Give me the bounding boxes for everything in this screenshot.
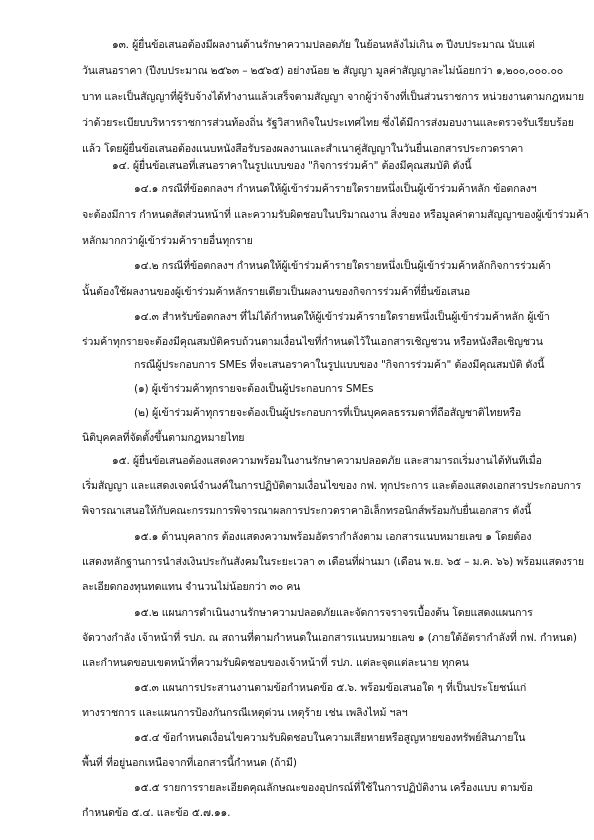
clause-15-2-line-3: และกำหนดขอบเขตหน้าที่ความรับผิดชอบของเจ้าหน้าที่ รปภ. แต่ละจุดแต่ละนาย ทุกคน xyxy=(82,657,469,669)
clause-15-line-1: ๑๕. ผู้ยื่นข้อเสนอต้องแสดงความพร้อมในงานรักษาความปลอดภัย และสามารถเริ่มงานได้ทันทีเมื่อ xyxy=(112,455,542,467)
clause-13-line-3: บาท และเป็นสัญญาที่ผู้รับจ้างได้ทำงานแล้วเสร็จตามสัญญา จากผู้ว่าจ้างที่เป็นส่วนราชการ หน่วยงานตามกฎหมาย xyxy=(82,91,584,103)
clause-15-2-line-1: ๑๕.๒ แผนการดำเนินงานรักษาความปลอดภัยและจัดการจราจรเบื้องต้น โดยแสดงแผนการ xyxy=(134,607,533,619)
clause-14-1-line-3: หลักมากกว่าผู้เข้าร่วมค้ารายอื่นทุกราย xyxy=(82,235,253,247)
clause-15-1-line-3: ละเอียดกองทุนทดแทน จำนวนไม่น้อยกว่า ๓๐ คน xyxy=(82,581,301,593)
clause-15-4-line-1: ๑๕.๔ ข้อกำหนดเงื่อนไขความรับผิดชอบในความเสียหายหรือสูญหายของทรัพย์สินภายใน xyxy=(134,732,526,744)
clause-13-line-2: วันเสนอราคา (ปีงบประมาณ ๒๕๖๓ – ๒๕๖๕) อย่างน้อย ๒ สัญญา มูลค่าสัญญาละไม่น้อยกว่า ๑,๒๐๐,๐๐๐.๐๐ xyxy=(82,65,564,77)
clause-15-1-line-1: ๑๕.๑ ด้านบุคลากร ต้องแสดงความพร้อมอัตรากำลังตาม เอกสารแนบหมายเลข ๑ โดยต้อง xyxy=(134,531,532,543)
clause-14-3-line-3: กรณีผู้ประกอบการ SMEs ที่จะเสนอราคาในรูปแบบของ "กิจการร่วมค้า" ต้องมีคุณสมบัติ ดังนี้ xyxy=(134,359,545,371)
clause-14-3-item-2-line-1: (๒) ผู้เข้าร่วมค้าทุกรายจะต้องเป็นผู้ประกอบการที่เป็นบุคคลธรรมดาที่ถือสัญชาติไทยหรือ xyxy=(134,407,522,419)
clause-14-3-line-1: ๑๔.๓ สำหรับข้อตกลงฯ ที่ไม่ได้กำหนดให้ผู้เข้าร่วมค้ารายใดรายหนึ่งเป็นผู้เข้าร่วมค้าหลัก ผู้เข้า xyxy=(134,311,550,323)
clause-14-1-line-2: จะต้องมีการ กำหนดสัดส่วนหน้าที่ และความรับผิดชอบในปริมาณงาน สิ่งของ หรือมูลค่าตามสัญญาของผู้เข้าร่วมค้า xyxy=(82,209,589,221)
clause-13-line-1: ๑๓. ผู้ยื่นข้อเสนอต้องมีผลงานด้านรักษาความปลอดภัย ในย้อนหลังไม่เกิน ๓ ปีงบประมาณ นับแต่ xyxy=(112,39,535,51)
clause-14-heading: ๑๔. ผู้ยื่นข้อเสนอที่เสนอราคาในรูปแบบของ "กิจการร่วมค้า" ต้องมีคุณสมบัติ ดังนี้ xyxy=(112,160,472,172)
clause-14-1-line-1: ๑๔.๑ กรณีที่ข้อตกลงฯ กำหนดให้ผู้เข้าร่วมค้ารายใดรายหนึ่งเป็นผู้เข้าร่วมค้าหลัก ข้อตกลงฯ xyxy=(134,183,537,195)
clause-15-3-line-1: ๑๕.๓ แผนการประสานงานตามข้อกำหนดข้อ ๕.๖. พร้อมข้อเสนอใด ๆ ที่เป็นประโยชน์แก่ xyxy=(134,682,527,694)
clause-13-line-5: แล้ว โดยผู้ยื่นข้อเสนอต้องแนบหนังสือรับรองผลงานและสำเนาคู่สัญญาในวันยื่นเอกสารประกวดราคา xyxy=(82,143,524,155)
clause-15-1-line-2: แสดงหลักฐานการนำส่งเงินประกันสังคมในระยะเวลา ๓ เดือนที่ผ่านมา (เดือน พ.ย. ๖๕ – ม.ค. ๖๖) พร้อมแสดงราย xyxy=(82,556,584,568)
clause-14-3-item-2-line-2: นิติบุคคลที่จัดตั้งขึ้นตามกฎหมายไทย xyxy=(82,432,245,444)
clause-14-3-item-1: (๑) ผู้เข้าร่วมค้าทุกรายจะต้องเป็นผู้ประกอบการ SMEs xyxy=(134,383,374,395)
clause-15-line-2: เริ่มสัญญา และแสดงเจตน์จำนงค์ในการปฏิบัติตามเงื่อนไขของ กฟ. ทุกประการ และต้องแสดงเอกสารประกอบการ xyxy=(82,480,581,492)
clause-14-3-line-2: ร่วมค้าทุกรายจะต้องมีคุณสมบัติครบถ้วนตามเงื่อนไขที่กำหนดไว้ในเอกสารเชิญชวน หรือหนังสือเชิญชวน xyxy=(82,336,543,348)
clause-14-2-line-1: ๑๔.๒ กรณีที่ข้อตกลงฯ กำหนดให้ผู้เข้าร่วมค้ารายใดรายหนึ่งเป็นผู้เข้าร่วมค้าหลักกิจการร่วมค้า xyxy=(134,260,551,272)
clause-15-2-line-2: จัดวางกำลัง เจ้าหน้าที่ รปภ. ณ สถานที่ตามกำหนดในเอกสารแนบหมายเลข ๑ (ภายใต้อัตรากำลังที่ กฟ. กำหนด) xyxy=(82,632,577,644)
clause-15-line-3: พิจารณาเสนอให้กับคณะกรรมการพิจารณาผลการประกวดราคาอิเล็กทรอนิกส์พร้อมกับยื่นเอกสาร ดังนี้ xyxy=(82,505,532,517)
clause-13-line-4: ว่าด้วยระเบียบบริหารราชการส่วนท้องถิ่น รัฐวิสาหกิจในประเทศไทย ซึ่งได้มีการส่งมอบงานและตรวจรับเรียบร้อย xyxy=(82,117,574,129)
clause-14-2-line-2: นั้นต้องใช้ผลงานของผู้เข้าร่วมค้าหลักรายเดียวเป็นผลงานของกิจการร่วมค้าที่ยื่นข้อเสนอ xyxy=(82,286,471,298)
clause-15-4-line-2: พื้นที่ ที่อยู่นอกเหนือจากที่เอกสารนี้กำหนด (ถ้ามี) xyxy=(82,757,297,769)
clause-15-3-line-2: ทางราชการ และแผนการป้องกันกรณีเหตุด่วน เหตุร้าย เช่น เพลิงไหม้ ฯลฯ xyxy=(82,707,408,719)
clause-15-5-line-2: กำหนดข้อ ๕.๔. และข้อ ๕.๗.๑๑. xyxy=(82,807,231,819)
clause-15-5-line-1: ๑๕.๕ รายการรายละเอียดคุณลักษณะของอุปกรณ์ที่ใช้ในการปฏิบัติงาน เครื่องแบบ ตามข้อ xyxy=(134,782,533,794)
